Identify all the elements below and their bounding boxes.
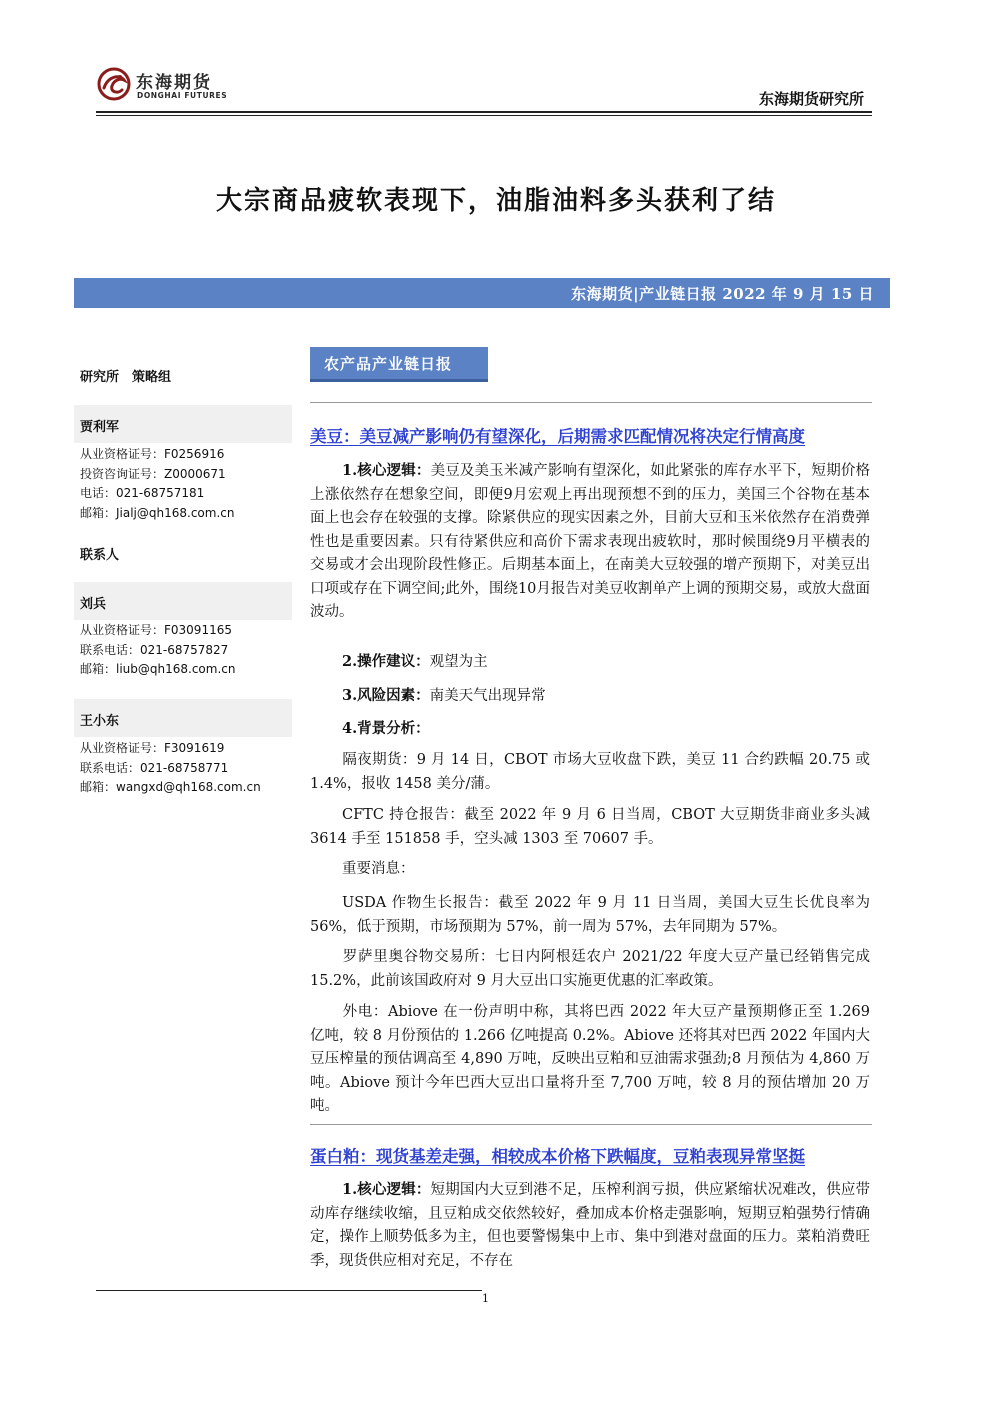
section1-divider xyxy=(310,402,872,403)
report-category-tag xyxy=(310,347,488,382)
analyst-phone: 电话：021-68757181 xyxy=(80,486,205,500)
contacts-label: 联系人 xyxy=(80,548,120,563)
dragon-logo-icon xyxy=(96,66,132,102)
sidebar-group: 研究所 策略组 xyxy=(80,370,172,385)
header-divider xyxy=(96,111,872,113)
overnight-futures-paragraph: 隔夜期货：9 月 14 日，CBOT 市场大豆收盘下跌，美豆 11 合约跌幅 20.75 或 1.4%，报收 1458 美分/蒲。 xyxy=(310,752,870,792)
section1-heading[interactable]: 美豆：美豆减产影响仍有望深化，后期需求匹配情况将决定行情高度 xyxy=(310,427,805,446)
risk-label: 3.风险因素： xyxy=(342,687,430,704)
usda-paragraph: USDA 作物生长报告：截至 2022 年 9 月 11 日当周，美国大豆生长优良率为 56%，低于预期，市场预期为 57%，前一周为 57%，去年同期为 57%。 xyxy=(310,895,870,935)
banner-text: 东海期货|产业链日报 2022 年 9 月 15 日 xyxy=(571,285,874,303)
contact2-email: 邮箱：wangxd@qh168.com.cn xyxy=(80,780,261,794)
contact1-info xyxy=(80,621,292,680)
footer-divider xyxy=(96,1290,482,1291)
contact1-license: 从业资格证号：F03091165 xyxy=(80,623,232,637)
analyst-name: 贾利军 xyxy=(80,420,120,435)
analyst-info xyxy=(80,445,292,523)
section1-core-logic xyxy=(310,459,870,625)
advice-text: 观望为主 xyxy=(429,654,488,670)
report-title: 大宗商品疲软表现下，油脂油料多头获利了结 xyxy=(215,186,776,216)
contact2-info xyxy=(80,739,292,798)
cftc-paragraph: CFTC 持仓报告：截至 2022 年 9 月 6 日当周，CBOT 大豆期货非商业多头减 3614 手至 151858 手，空头减 1303 至 70607 手。 xyxy=(310,807,870,847)
logo-chinese-name: 东海期货 xyxy=(136,73,212,93)
logo-english-name: DONGHAI FUTURES xyxy=(137,91,228,100)
report-banner xyxy=(74,278,890,308)
core-logic-text: 美豆及美玉米减产影响有望深化，如此紧张的库存水平下，短期价格上涨依然存在想象空间，即便9月宏观上再出现预想不到的压力，美国三个谷物在基本面上也会存在较强的支撑。除紧供应的现实因素之外，目前大豆和玉米依然存在消费弹性也是重要因素。只有待紧供应和高价下需求表现出疲软时，那时候围绕9月平横表的交易或才会出现阶段性修正。后期基本面上，在南美大豆较强的增产预期下，对美豆出口项或存在下调空间;此外，围绕10月报告对美豆收割单产上调的预期交易，或放大盘面波动。 xyxy=(310,463,871,620)
core-logic-label: 1.核心逻辑： xyxy=(342,462,431,479)
contact2-license: 从业资格证号：F3091619 xyxy=(80,741,225,755)
contact2-phone: 联系电话：021-68758771 xyxy=(80,760,229,775)
section1-risk xyxy=(310,684,870,709)
contact1-name: 刘兵 xyxy=(80,597,107,612)
section1-advice xyxy=(310,650,870,675)
important-news-label: 重要消息： xyxy=(342,861,415,877)
section2-core-logic-label: 1.核心逻辑： xyxy=(342,1181,431,1198)
analyst-license: 从业资格证号：F0256916 xyxy=(80,447,225,461)
risk-text: 南美天气出现异常 xyxy=(429,688,546,704)
contact1-phone: 联系电话：021-68757827 xyxy=(80,642,229,657)
section1-background xyxy=(310,717,870,742)
section2-heading[interactable]: 蛋白粕：现货基差走强，相较成本价格下跌幅度，豆粕表现异常坚挺 xyxy=(310,1147,805,1166)
report-category-label: 农产品产业链日报 xyxy=(324,355,453,373)
analyst-consulting-license: 投资咨询证号：Z0000671 xyxy=(80,466,226,481)
section2-divider xyxy=(310,1124,872,1125)
contact1-email: 邮箱：liub@qh168.com.cn xyxy=(80,662,236,676)
company-logo xyxy=(96,64,256,108)
contact2-name: 王小东 xyxy=(80,714,120,729)
analyst-email: 邮箱：Jialj@qh168.com.cn xyxy=(80,505,235,520)
background-label: 4.背景分析： xyxy=(342,720,430,737)
rosario-paragraph: 罗萨里奥谷物交易所：七日内阿根廷农户 2021/22 年度大豆产量已经销售完成 15.2%，此前该国政府对 9 月大豆出口实施更优惠的汇率政策。 xyxy=(310,949,870,989)
abiove-paragraph: 外电：Abiove 在一份声明中称，其将巴西 2022 年大豆产量预期修正至 1.269 亿吨，较 8 月份预估的 1.266 亿吨提高 0.2%。Abiove 还将其对巴西 2022 年国内大豆压榨量的预估调高至 4,890 万吨，反映出豆粕和豆油需求强劲;8 月预估为 4,860 万吨。Abiove 预计今年巴西大豆出口量将升至 7,700 万吨，较 8 月的预估增加 20 万吨。 xyxy=(310,1004,870,1114)
page-number: 1 xyxy=(482,1292,489,1305)
institute-name: 东海期货研究所 xyxy=(758,90,864,108)
section2-core-logic-text: 短期国内大豆到港不足，压榨利润亏损，供应紧缩状况难改，供应带动库存继续收缩，且豆粕成交依然较好，叠加成本价格走强影响，短期豆粕强势行情确定，操作上顺势低多为主，但也要警惕集中上市、集中到港对盘面的压力。菜粕消费旺季，现货供应相对充足，不存在 xyxy=(310,1182,871,1269)
advice-label: 2.操作建议： xyxy=(342,653,430,670)
section2-core-logic xyxy=(310,1178,870,1273)
header-divider-thin xyxy=(96,115,872,116)
